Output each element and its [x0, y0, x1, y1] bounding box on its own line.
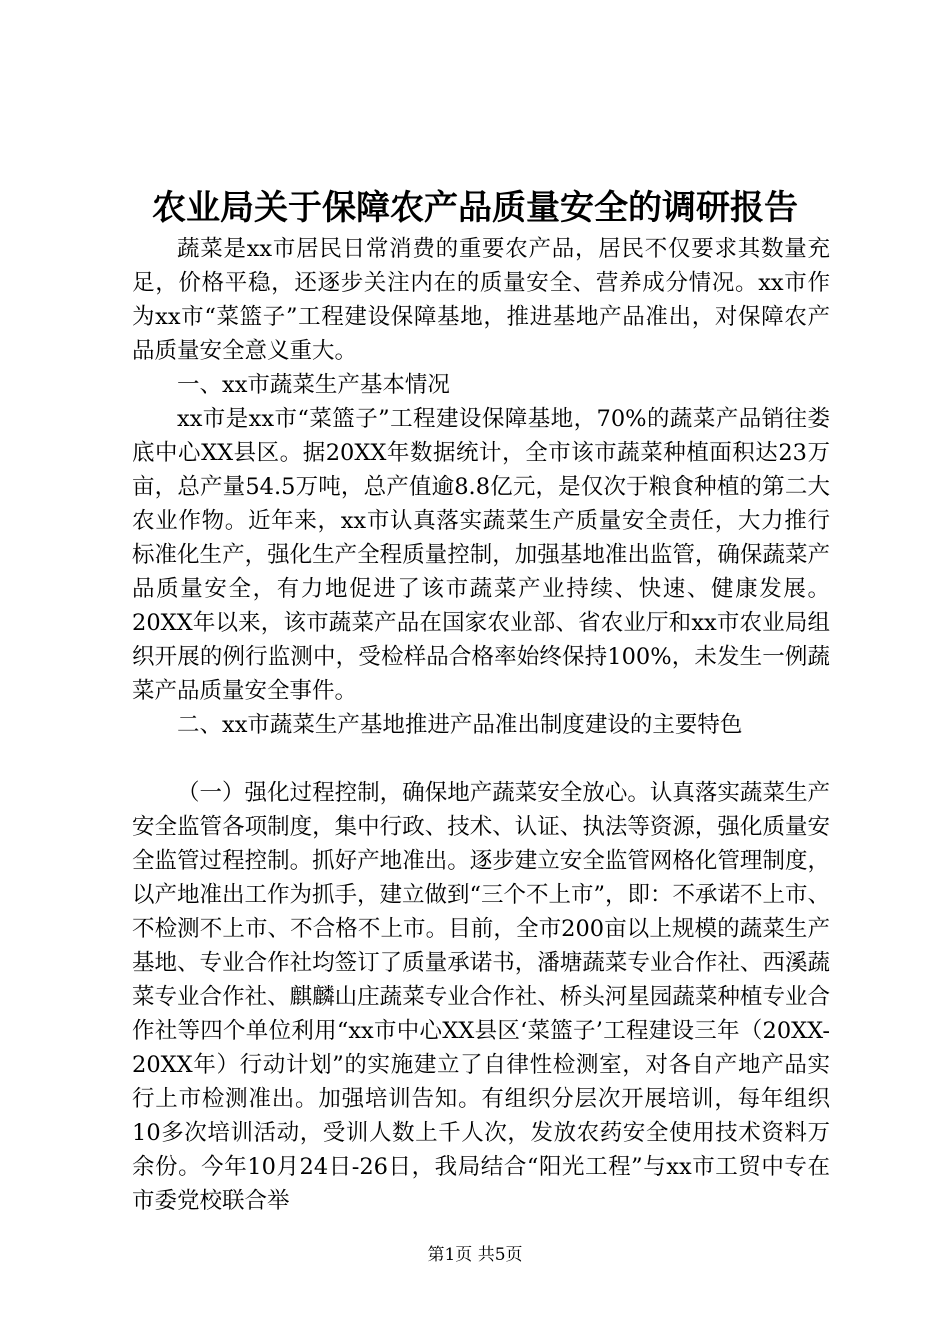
page-footer: 第1页 共5页 — [427, 1245, 523, 1265]
document-body — [132, 232, 830, 1218]
document-title: 农业局关于保障农产品质量安全的调研报告 — [152, 188, 798, 228]
paragraph-intro: 蔬菜是xx市居民日常消费的重要农产品，居民不仅要求其数量充足，价格平稳，还逐步关注内在的质量安全、营养成分情况。xx市作为xx市“菜篮子”工程建设保障基地，推进基地产品准出，对保障农产品质量安全意义重大。 — [132, 236, 830, 364]
section-heading-2: 二、xx市蔬菜生产基地推进产品准出制度建设的主要特色 — [177, 712, 743, 738]
paragraph-process-control: （一）强化过程控制，确保地产蔬菜安全放心。认真落实蔬菜生产安全监管各项制度，集中行政、技术、认证、执法等资源，强化质量安全监管过程控制。抓好产地准出。逐步建立安全监管网格化管理制度，以产地准出工作为抓手，建立做到“三个不上市”，即：不承诺不上市、不检测不上市、不合格不上市。目前，全市200亩以上规模的蔬菜生产基地、专业合作社均签订了质量承诺书，潘塘蔬菜专业合作社、西溪蔬菜专业合作社、麒麟山庄蔬菜专业合作社、桥头河星园蔬菜种植专业合作社等四个单位利用“xx市中心XX县区‘菜篮子’工程建设三年（20XX-20XX年）行动计划”的实施建立了自律性检测室，对各自产地产品实行上市检测准出。加强培训告知。有组织分层次开展培训，每年组织10多次培训活动，受训人数上千人次，发放农药安全使用技术资料万余份。今年10月24日-26日，我局结合“阳光工程”与xx市工贸中专在市委党校联合举 — [132, 780, 831, 1214]
section-heading-1: 一、xx市蔬菜生产基本情况 — [177, 372, 450, 398]
paragraph-basic-situation: xx市是xx市“菜篮子”工程建设保障基地，70%的蔬菜产品销往娄底中心XX县区。据20XX年数据统计，全市该市蔬菜种植面积达23万亩，总产量54.5万吨，总产值逾8.8亿元，是仅次于粮食种植的第二大农业作物。近年来，xx市认真落实蔬菜生产质量安全责任，大力推行标准化生产，强化生产全程质量控制，加强基地准出监管，确保蔬菜产品质量安全，有力地促进了该市蔬菜产业持续、快速、健康发展。20XX年以来，该市蔬菜产品在国家农业部、省农业厅和xx市农业局组织开展的例行监测中，受检样品合格率始终保持100%，未发生一例蔬菜产品质量安全事件。 — [132, 406, 830, 704]
